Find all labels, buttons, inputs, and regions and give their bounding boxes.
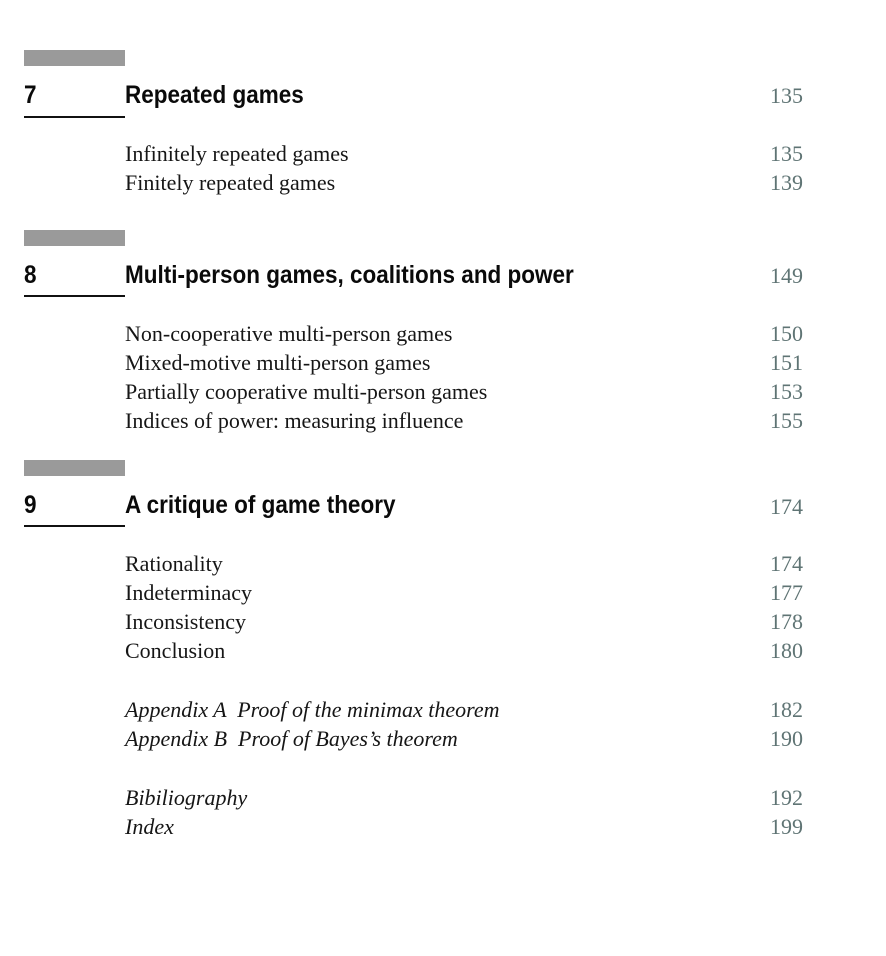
entry-page-number: 139: [770, 170, 803, 195]
chapter-title[interactable]: A critique of game theory: [125, 491, 396, 519]
chapter-title[interactable]: Multi-person games, coalitions and power: [125, 261, 574, 289]
appendix-title: Appendix B Proof of Bayes’s theorem: [125, 726, 458, 751]
entry-page-number: 178: [770, 609, 803, 634]
chapter-bar: [24, 230, 125, 246]
toc-entry[interactable]: [0, 168, 886, 197]
entry-page-number: 180: [770, 638, 803, 663]
chapter-page-number: 174: [770, 494, 803, 519]
back-matter-entry[interactable]: [0, 783, 886, 812]
toc-entry[interactable]: [0, 319, 886, 348]
entry-title: Finitely repeated games: [125, 170, 336, 195]
entry-page-number: 151: [770, 350, 803, 375]
chapter-bar: [24, 460, 125, 476]
toc-entry[interactable]: [0, 348, 886, 377]
entry-page-number: 135: [770, 141, 803, 166]
entry-page-number: 150: [770, 321, 803, 346]
chapter-rule: [24, 295, 125, 297]
appendix-entry[interactable]: [0, 724, 886, 753]
chapter-rule: [24, 525, 125, 527]
entry-page-number: 192: [770, 785, 803, 810]
toc-entry[interactable]: [0, 549, 886, 578]
appendix-entry[interactable]: [0, 695, 886, 724]
entry-title: Non-cooperative multi-person games: [125, 321, 453, 346]
back-matter-entry[interactable]: [0, 812, 886, 841]
entry-page-number: 153: [770, 379, 803, 404]
toc-entry[interactable]: [0, 139, 886, 168]
index-title: Index: [125, 814, 174, 839]
entry-page-number: 190: [770, 726, 803, 751]
chapter-bar: [24, 50, 125, 66]
bibliography-title: Bibiliography: [125, 785, 248, 810]
entry-page-number: 177: [770, 580, 803, 605]
entry-page-number: 182: [770, 697, 803, 722]
toc-entry[interactable]: [0, 377, 886, 406]
chapter-title[interactable]: Repeated games: [125, 81, 304, 109]
entry-title: Infinitely repeated games: [125, 141, 349, 166]
chapter-rule: [24, 116, 125, 118]
entry-title: Indices of power: measuring influence: [125, 408, 464, 433]
entry-title: Inconsistency: [125, 609, 246, 634]
entry-title: Rationality: [125, 551, 223, 576]
entry-title: Mixed-motive multi-person games: [125, 350, 431, 375]
entry-title: Partially cooperative multi-person games: [125, 379, 488, 404]
chapter-number: 9: [24, 491, 37, 519]
toc-entry[interactable]: [0, 578, 886, 607]
chapter-page-number: 149: [770, 263, 803, 288]
entry-page-number: 174: [770, 551, 803, 576]
entry-page-number: 155: [770, 408, 803, 433]
toc-entry[interactable]: [0, 406, 886, 435]
chapter-page-number: 135: [770, 83, 803, 108]
entry-title: Indeterminacy: [125, 580, 253, 605]
toc-entry[interactable]: [0, 636, 886, 665]
chapter-number: 7: [24, 81, 37, 109]
chapter-number: 8: [24, 261, 37, 289]
entry-page-number: 199: [770, 814, 803, 839]
toc-entry[interactable]: [0, 607, 886, 636]
entry-title: Conclusion: [125, 638, 226, 663]
appendix-title: Appendix A Proof of the minimax theorem: [125, 697, 500, 722]
